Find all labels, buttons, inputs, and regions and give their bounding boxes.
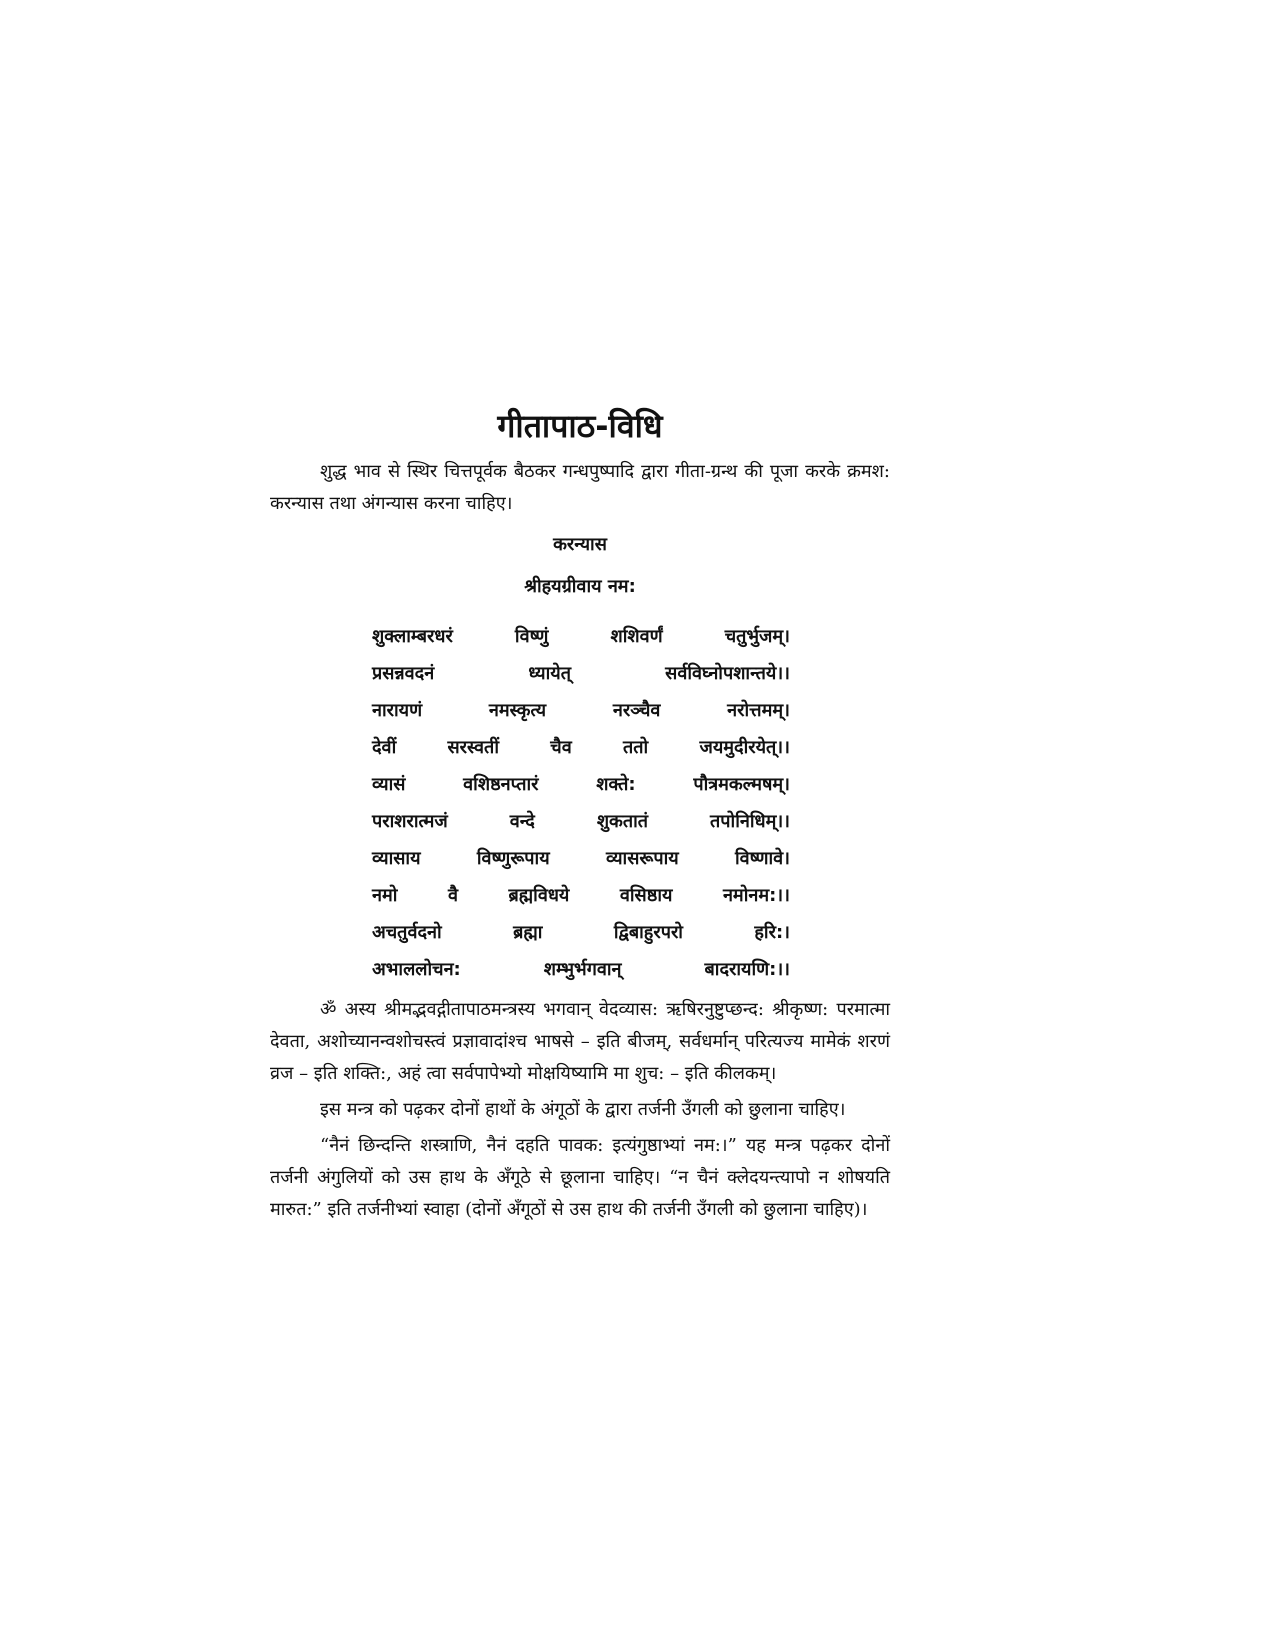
body-paragraph: ॐ अस्य श्रीमद्भवद्गीतापाठमन्त्रस्य भगवान् वेदव्यास: ऋषिरनुष्टुप्छन्द: श्रीकृष्ण: परमात्मा देवता, अशोच्यानन्वशोचस्त्वं प्रज्ञावादांश्च भाषसे – इति बीजम्, सर्वधर्मान् परित्यज्य मामेकं शरणं व्रज – इति शक्ति:, अहं त्वा सर्वपापेभ्यो मोक्षयिष्यामि मा शुच: – इति कीलकम्। (270, 999, 890, 1084)
verse-word: सरस्वतीं (447, 737, 499, 758)
verse-word: वन्दे (509, 811, 535, 832)
verse-block (372, 618, 790, 988)
page-title: गीतापाठ-विधि (497, 407, 663, 445)
verse-line (372, 803, 790, 840)
verse-word: तपोनिधिम्।। (710, 811, 790, 832)
section-heading-karnyas: करन्यास (553, 534, 607, 555)
verse-word: वसिष्ठाय (619, 885, 673, 906)
verse-word: व्यासरूपाय (605, 848, 679, 869)
verse-line (372, 729, 790, 766)
verse-word: देवीं (372, 737, 397, 758)
verse-word: नारायणं (372, 700, 423, 721)
verse-word: जयमुदीरयेत्।। (699, 737, 790, 758)
verse-word: नमो (372, 885, 398, 906)
body-paragraph: इस मन्त्र को पढ़कर दोनों हाथों के अंगूठों के द्वारा तर्जनी उँगली को छुलाना चाहिए। (320, 1099, 846, 1120)
verse-word: बादरायणि:।। (704, 959, 790, 980)
intro-paragraph: शुद्ध भाव से स्थिर चित्तपूर्वक बैठकर गन्धपुष्पादि द्वारा गीता-ग्रन्थ की पूजा करके क्रमश: करन्यास तथा अंगन्यास करना चाहिए। (270, 461, 890, 514)
verse-word: प्रसन्नवदनं (372, 663, 435, 684)
verse-word: ब्रह्मा (513, 922, 543, 943)
verse-word: व्यासाय (372, 848, 421, 869)
verse-line (372, 618, 790, 655)
verse-word: पौत्रमकल्मषम्। (693, 774, 790, 795)
invocation-heading: श्रीहयग्रीवाय नम: (524, 576, 636, 597)
verse-word: विष्णावे। (735, 848, 790, 869)
verse-word: अचतुर्वदनो (372, 922, 442, 943)
body-paragraph: “नैनं छिन्दन्ति शस्त्राणि, नैनं दहति पावक: इत्यंगुष्ठाभ्यां नम:।” यह मन्त्र पढ़कर दोनों तर्जनी अंगुलियों को उस हाथ के अँगूठे से छूलाना चाहिए। “न चैनं क्लेदयन्त्यापो न शोषयति मारुत:” इति तर्जनीभ्यां स्वाहा (दोनों अँगूठों से उस हाथ की तर्जनी उँगली को छुलाना चाहिए)। (270, 1135, 890, 1220)
verse-word: शुक्लाम्बरधरं (372, 626, 453, 647)
verse-word: शशिवर्णं (610, 626, 663, 647)
verse-word: नमोनम:।। (722, 885, 790, 906)
verse-word: वशिष्ठनप्तारं (463, 774, 539, 795)
verse-word: ब्रह्मविधये (508, 885, 570, 906)
verse-line (372, 655, 790, 692)
verse-word: विष्णुरूपाय (476, 848, 550, 869)
body-paragraphs (270, 994, 890, 1226)
verse-word: हरि:। (754, 922, 790, 943)
verse-line (372, 692, 790, 729)
verse-word: ततो (623, 737, 649, 758)
verse-word: वै (447, 885, 458, 906)
verse-word: सर्वविघ्नोपशान्तये।। (665, 663, 790, 684)
document-page (270, 400, 890, 1226)
verse-word: नरोत्तमम्। (727, 700, 790, 721)
verse-word: अभाललोचन: (372, 959, 461, 980)
verse-word: पराशरात्मजं (372, 811, 448, 832)
verse-word: शुकतातं (596, 811, 649, 832)
verse-word: व्यासं (372, 774, 406, 795)
verse-word: विष्णुं (514, 626, 549, 647)
verse-word: शक्ते: (596, 774, 636, 795)
verse-word: द्विबाहुरपरो (613, 922, 683, 943)
verse-word: नमस्कृत्य (488, 700, 547, 721)
verse-word: ध्यायेत् (528, 663, 571, 684)
verse-word: शम्भुर्भगवान् (543, 959, 622, 980)
verse-word: नरञ्चैव (612, 700, 661, 721)
verse-line (372, 877, 790, 914)
verse-line (372, 951, 790, 988)
verse-line (372, 766, 790, 803)
verse-word: चतुर्भुजम्। (724, 626, 790, 647)
verse-line (372, 840, 790, 877)
verse-word: चैव (550, 737, 572, 758)
verse-line (372, 914, 790, 951)
